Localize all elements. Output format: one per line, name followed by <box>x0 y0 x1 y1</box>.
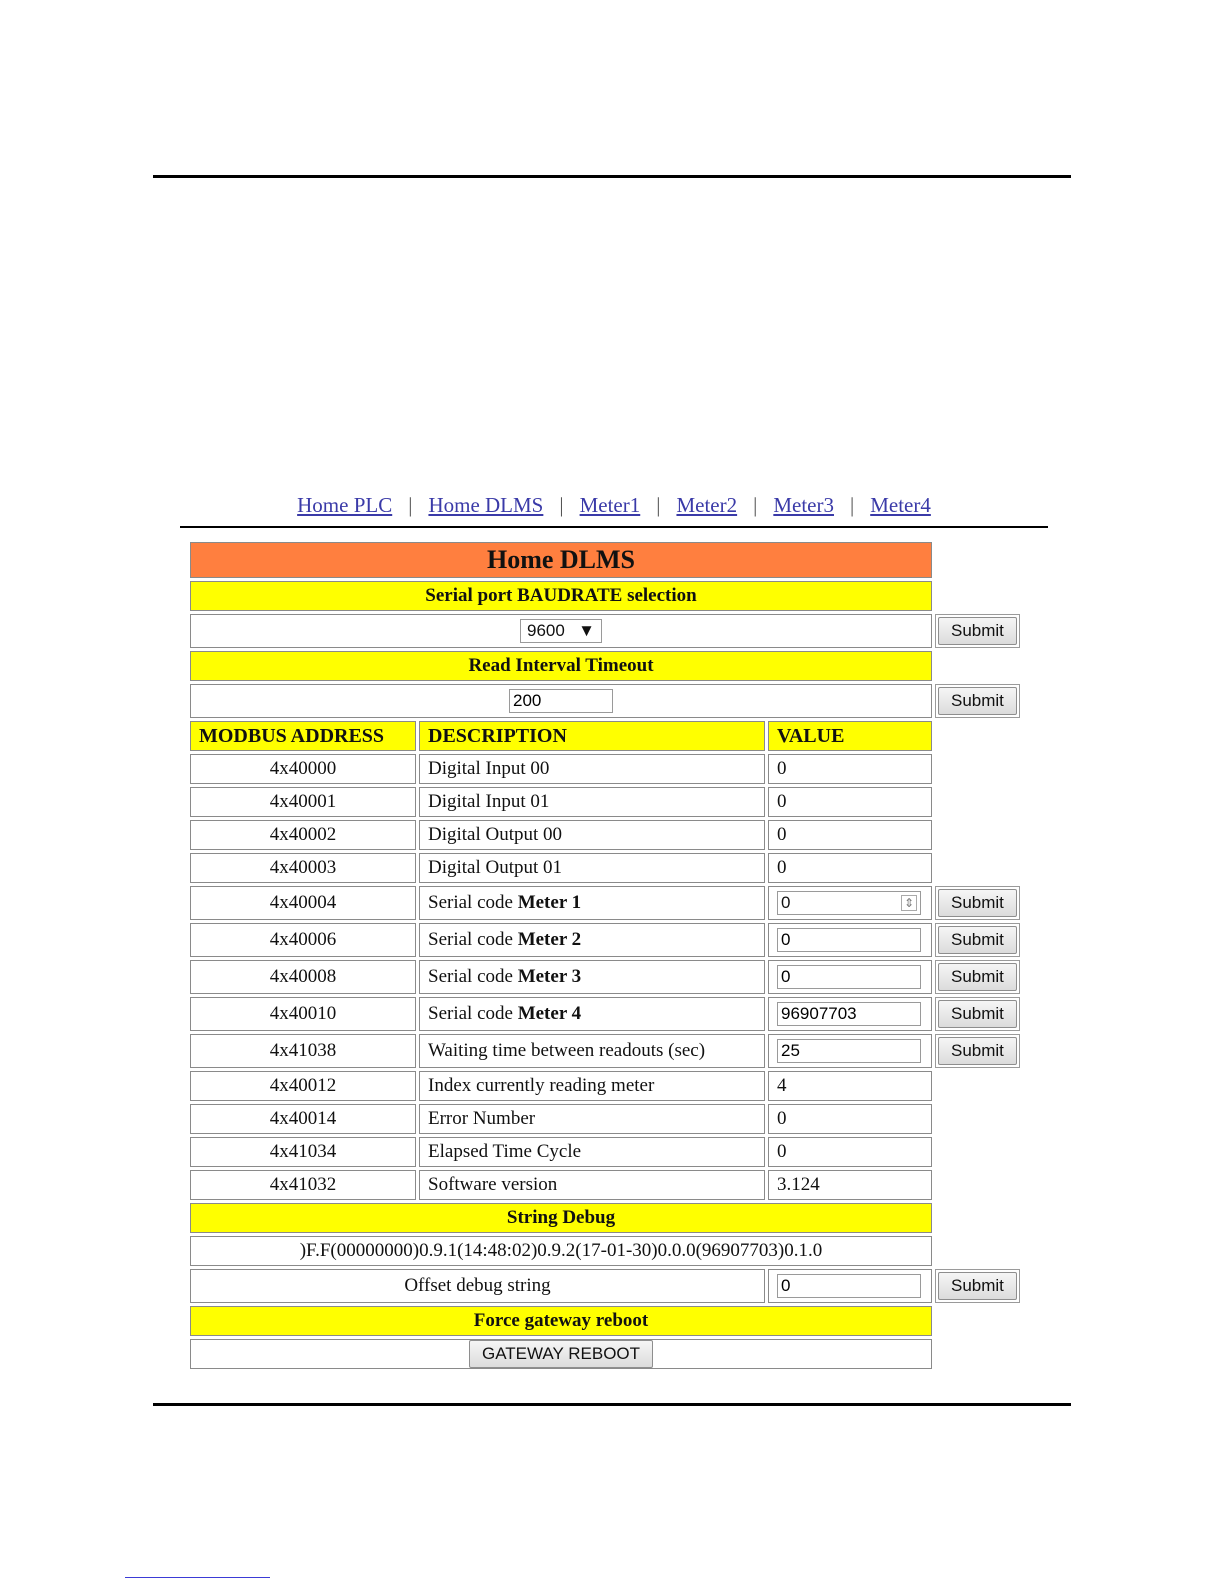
value-cell <box>768 886 932 920</box>
table-row <box>190 1071 1020 1101</box>
description-cell <box>419 923 765 957</box>
nav-separator: | <box>559 492 564 517</box>
table-row <box>190 1170 1020 1200</box>
meter2-submit-button[interactable]: Submit <box>938 926 1017 954</box>
value-cell <box>768 1034 932 1068</box>
top-rule <box>153 175 1071 178</box>
meter4-submit-button[interactable]: Submit <box>938 1000 1017 1028</box>
offset-submit-button[interactable]: Submit <box>938 1272 1017 1300</box>
value-cell <box>768 923 932 957</box>
waiting-time-submit-button[interactable]: Submit <box>938 1037 1017 1065</box>
description-cell: Waiting time between readouts (sec) <box>419 1034 765 1068</box>
address-cell: 4x40001 <box>190 787 416 817</box>
description-cell: Software version <box>419 1170 765 1200</box>
address-cell: 4x41038 <box>190 1034 416 1068</box>
table-row <box>190 1104 1020 1134</box>
chevron-down-icon: ▼ <box>578 621 595 640</box>
meter4-serial-input[interactable] <box>777 1002 921 1026</box>
table-row <box>190 853 1020 883</box>
meter-name: Meter 2 <box>517 929 582 950</box>
offset-label: Offset debug string <box>190 1269 765 1303</box>
baudrate-select[interactable] <box>520 619 602 643</box>
description-cell: Digital Output 00 <box>419 820 765 850</box>
dlms-panel <box>190 542 1225 1372</box>
meter3-serial-input[interactable] <box>777 965 921 989</box>
address-cell: 4x40014 <box>190 1104 416 1134</box>
meter2-serial-input[interactable] <box>777 928 921 952</box>
reboot-cell <box>190 1339 932 1369</box>
description-text: Serial code <box>428 1003 518 1024</box>
nav-bar <box>180 488 1048 522</box>
description-cell: Digital Input 01 <box>419 787 765 817</box>
baud-heading: Serial port BAUDRATE selection <box>190 581 932 611</box>
panel-title: Home DLMS <box>190 542 932 578</box>
nav-separator: | <box>753 492 758 517</box>
meter-name: Meter 3 <box>517 966 582 987</box>
address-cell: 4x40004 <box>190 886 416 920</box>
nav-meter4[interactable]: Meter4 <box>870 492 931 517</box>
description-cell <box>419 886 765 920</box>
value-cell: 0 <box>768 1137 932 1167</box>
waiting-time-input[interactable] <box>777 1039 921 1063</box>
nav-home-plc[interactable]: Home PLC <box>297 492 393 517</box>
address-cell: 4x40000 <box>190 754 416 784</box>
description-text: Serial code <box>428 929 518 950</box>
description-cell: Error Number <box>419 1104 765 1134</box>
nav-meter3[interactable]: Meter3 <box>773 492 834 517</box>
address-cell: 4x40012 <box>190 1071 416 1101</box>
nav-separator: | <box>656 492 661 517</box>
value-cell <box>768 960 932 994</box>
nav-rule <box>180 526 1048 528</box>
header-value: VALUE <box>768 721 932 751</box>
baud-cell <box>190 614 932 648</box>
description-cell <box>419 960 765 994</box>
nav-separator: | <box>849 492 855 517</box>
nav-meter1[interactable]: Meter1 <box>579 492 641 517</box>
value-cell: 0 <box>768 787 932 817</box>
description-cell: Digital Output 01 <box>419 853 765 883</box>
address-cell: 4x41034 <box>190 1137 416 1167</box>
table-row <box>190 754 1020 784</box>
description-text: Serial code <box>428 966 518 987</box>
description-cell <box>419 997 765 1031</box>
header-description: DESCRIPTION <box>419 721 765 751</box>
table-row <box>190 960 1020 994</box>
meter1-submit-button[interactable]: Submit <box>938 889 1017 917</box>
value-cell: 4 <box>768 1071 932 1101</box>
footnote-rule <box>125 1577 270 1578</box>
value-cell: 0 <box>768 853 932 883</box>
timeout-heading: Read Interval Timeout <box>190 651 932 681</box>
table-row <box>190 997 1020 1031</box>
offset-debug-input[interactable] <box>777 1274 921 1298</box>
debug-heading: String Debug <box>190 1203 932 1233</box>
baudrate-value: 9600 <box>527 621 565 640</box>
address-cell: 4x40002 <box>190 820 416 850</box>
dlms-table <box>187 539 1023 1372</box>
header-modbus-address: MODBUS ADDRESS <box>190 721 416 751</box>
description-text: Serial code <box>428 892 518 913</box>
value-cell: 0 <box>768 754 932 784</box>
meter-name: Meter 1 <box>517 892 582 913</box>
meter3-submit-button[interactable]: Submit <box>938 963 1017 991</box>
bottom-rule <box>153 1403 1071 1406</box>
meter-name: Meter 4 <box>517 1003 582 1024</box>
table-row <box>190 1137 1020 1167</box>
description-cell: Digital Input 00 <box>419 754 765 784</box>
table-row <box>190 923 1020 957</box>
timeout-input[interactable] <box>509 689 613 713</box>
nav-home-dlms[interactable]: Home DLMS <box>428 492 544 517</box>
address-cell: 4x40003 <box>190 853 416 883</box>
timeout-cell <box>190 684 932 718</box>
table-row <box>190 886 1020 920</box>
nav-meter2[interactable]: Meter2 <box>676 492 738 517</box>
gateway-reboot-button[interactable]: GATEWAY REBOOT <box>469 1340 653 1368</box>
address-cell: 4x40008 <box>190 960 416 994</box>
address-cell: 4x40006 <box>190 923 416 957</box>
table-row <box>190 820 1020 850</box>
value-cell <box>768 997 932 1031</box>
baudrate-submit-button[interactable]: Submit <box>938 617 1017 645</box>
description-cell: Elapsed Time Cycle <box>419 1137 765 1167</box>
description-cell: Index currently reading meter <box>419 1071 765 1101</box>
value-cell: 0 <box>768 820 932 850</box>
offset-cell <box>768 1269 932 1303</box>
table-row <box>190 1034 1020 1068</box>
nav-separator: | <box>408 492 413 517</box>
address-cell: 4x41032 <box>190 1170 416 1200</box>
value-cell: 0 <box>768 1104 932 1134</box>
debug-string: )F.F(00000000)0.9.1(14:48:02)0.9.2(17-01-30)0.0.0(96907703)0.1.0 <box>190 1236 932 1266</box>
spinner-icon[interactable]: ⇕ <box>901 895 917 911</box>
meter1-serial-value: 0 <box>781 893 791 912</box>
address-cell: 4x40010 <box>190 997 416 1031</box>
meter1-serial-input[interactable] <box>777 891 921 915</box>
timeout-submit-button[interactable]: Submit <box>938 687 1017 715</box>
table-row <box>190 787 1020 817</box>
reboot-heading: Force gateway reboot <box>190 1306 932 1336</box>
value-cell: 3.124 <box>768 1170 932 1200</box>
